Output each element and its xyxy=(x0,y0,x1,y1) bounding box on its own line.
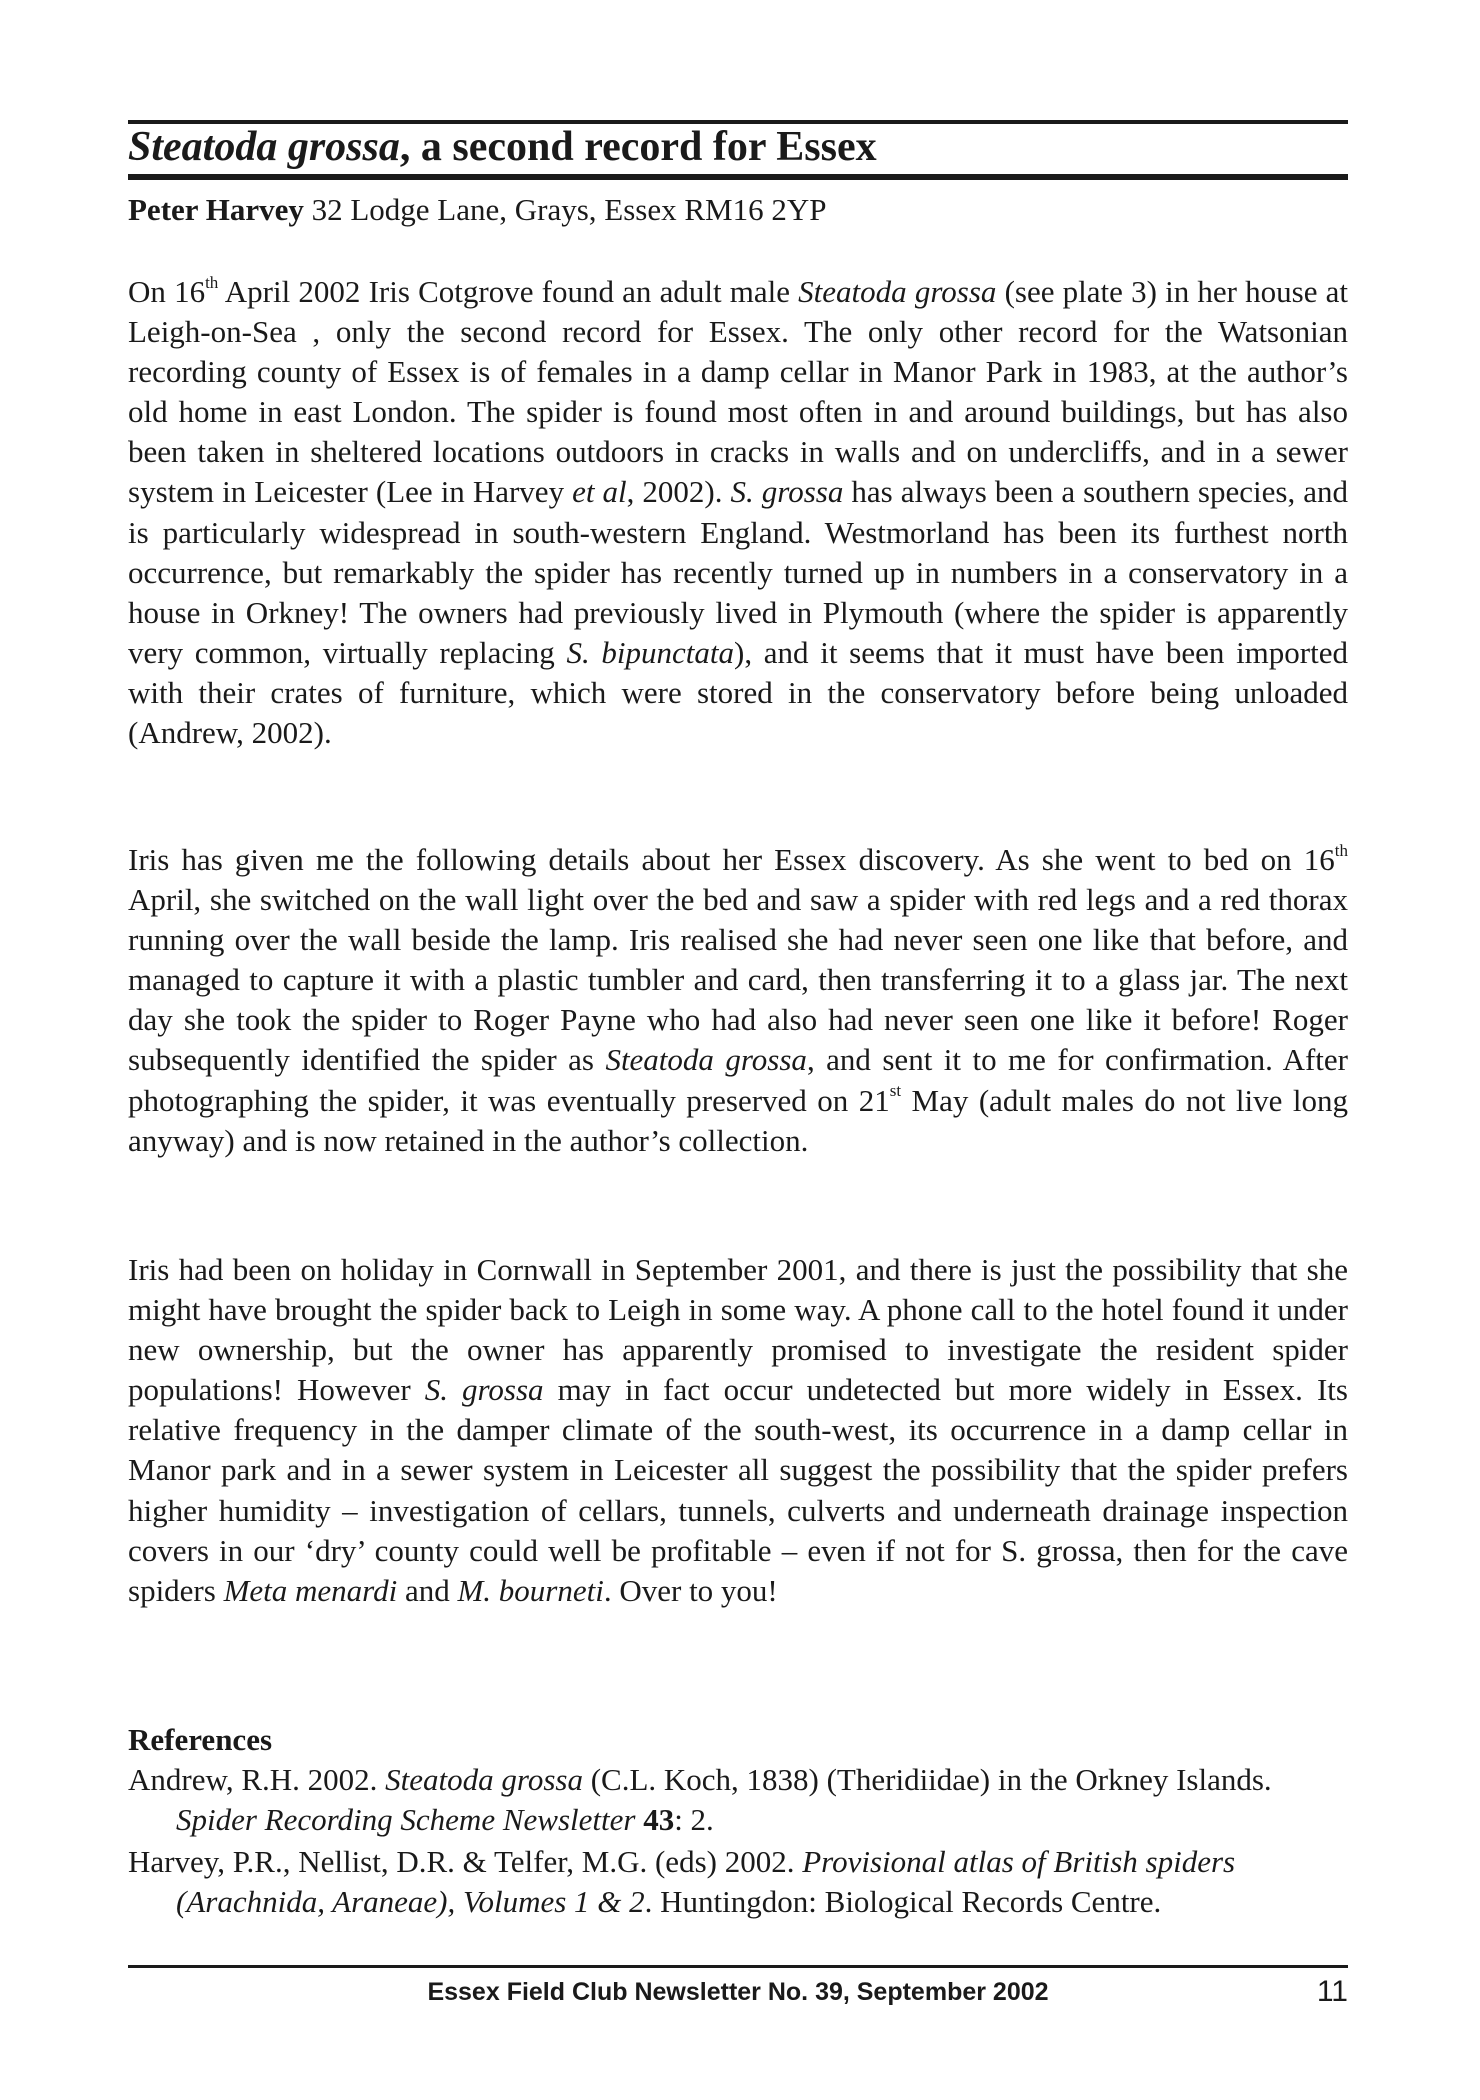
italic-run: S. bipunctata xyxy=(566,634,734,670)
author-line xyxy=(128,190,1348,230)
reference-1 xyxy=(128,1760,1348,1840)
author-address: 32 Lodge Lane, Grays, Essex RM16 2YP xyxy=(303,192,827,227)
italic-run: Spider Recording Scheme Newsletter xyxy=(176,1802,636,1837)
text-run: and xyxy=(397,1572,458,1608)
bold-run: 43 xyxy=(643,1802,675,1837)
text-run: Iris has given me the following details about her Essex discovery. As she went to bed on 16 xyxy=(128,842,1335,877)
paragraph-1 xyxy=(128,272,1348,753)
author-name: Peter Harvey xyxy=(128,192,304,227)
paragraph-2 xyxy=(128,840,1348,1161)
text-run: , 2002). xyxy=(626,474,731,510)
ordinal-suffix: th xyxy=(205,272,219,292)
italic-run: S. grossa xyxy=(424,1372,544,1408)
text-run: April 2002 Iris Cotgrove found an adult male xyxy=(218,274,799,309)
reference-2 xyxy=(128,1842,1348,1922)
italic-run: Steatoda grossa xyxy=(385,1762,583,1797)
footer-page-number: 11 xyxy=(1316,1975,1348,2008)
footer-rule xyxy=(128,1965,1348,1968)
italic-run: et al xyxy=(572,474,627,510)
title-bottom-rule xyxy=(128,174,1348,180)
text-run: Andrew, R.H. 2002. xyxy=(128,1762,386,1797)
text-run: Iris had been on holiday in Cornwall in September 2001, and there is just the possibility that she might have brought the spider back to Leigh in some way. A phone call to the hotel found it under new ownership, but the owner has apparently promised to investigate the resident spider populations! However xyxy=(128,1252,1348,1408)
article-title xyxy=(128,118,1348,176)
references-heading: References xyxy=(128,1722,273,1757)
italic-run: Steatoda grossa xyxy=(605,1042,807,1078)
paragraph-3 xyxy=(128,1250,1348,1611)
text-run: has always been a southern species, and is particularly widespread in south-western England. Westmorland has been its furthest north occurrence, but remarkably the spider has recently turned up in numbers in a conservatory in a house in Orkney! The owners had previously lived in Plymouth (where the spider is apparently very common, virtually replacing xyxy=(128,474,1348,670)
text-run: may in fact occur undetected but more widely in Essex. Its relative frequency in the damper climate of the south-west, its occurrence in a damp cellar in Manor park and in a sewer system in Leicester all suggest the possibility that the spider prefers higher humidity – investigation of cellars, tunnels, culverts and underneath drainage inspection covers in our ‘dry’ county could well be profitable – even if not for S. grossa, then for the cave spiders xyxy=(128,1372,1348,1608)
text-run: , and sent it to me for confirmation. After photographing the spider, it was eventually preserved on 21 xyxy=(128,1042,1348,1118)
page-footer xyxy=(128,1975,1348,2015)
text-run: (C.L. Koch, 1838) (Theridiidae) in the Orkney Islands. xyxy=(582,1762,1272,1797)
italic-run: S. grossa xyxy=(730,474,844,510)
references-list xyxy=(128,1760,1348,1924)
text-run: May (adult males do not live long anyway) and is now retained in the author’s collection. xyxy=(128,1082,1348,1158)
text-run: . Huntingdon: Biological Records Centre. xyxy=(644,1884,1162,1919)
text-run: . Over to you! xyxy=(603,1572,778,1608)
italic-run: Meta menardi xyxy=(223,1572,398,1608)
ordinal-suffix: st xyxy=(889,1081,902,1101)
footer-publication: Essex Field Club Newsletter No. 39, September 2002 xyxy=(427,1978,1049,2006)
ordinal-suffix: th xyxy=(1334,840,1348,860)
text-run: Harvey, P.R., Nellist, D.R. & Telfer, M.G. (eds) 2002. xyxy=(128,1844,803,1879)
italic-run: Provisional atlas of British spiders (Arachnida, Araneae), Volumes 1 & 2 xyxy=(176,1844,1236,1919)
text-run: (see plate 3) in her house at Leigh-on-Sea , only the second record for Essex. The only other record for the Watsonian recording county of Essex is of females in a damp cellar in Manor Park in 1983, at the author’s old home in east London. The spider is found most often in and around buildings, but has also been taken in sheltered locations outdoors in cracks in walls and on undercliffs, and in a sewer system in Leicester (Lee in Harvey xyxy=(128,274,1349,510)
text-run: ), and it seems that it must have been imported with their crates of furniture, which were stored in the conservatory before being unloaded (Andrew, 2002). xyxy=(128,634,1348,751)
italic-run: M. bourneti xyxy=(457,1572,604,1608)
title-rest: , a second record for Essex xyxy=(399,124,877,170)
text-run: : 2. xyxy=(674,1802,714,1837)
text-run: April, she switched on the wall light over the bed and saw a spider with red legs and a red thorax running over the wall beside the lamp. Iris realised she had never seen one like that before, and managed to capture it with a plastic tumbler and card, then transferring it to a glass jar. The next day she took the spider to Roger Payne who had also had never seen one like it before! Roger subsequently identified the spider as xyxy=(128,882,1348,1078)
title-species-name: Steatoda grossa xyxy=(128,124,400,170)
text-run: On 16 xyxy=(128,274,206,309)
italic-run: Steatoda grossa xyxy=(798,274,997,309)
